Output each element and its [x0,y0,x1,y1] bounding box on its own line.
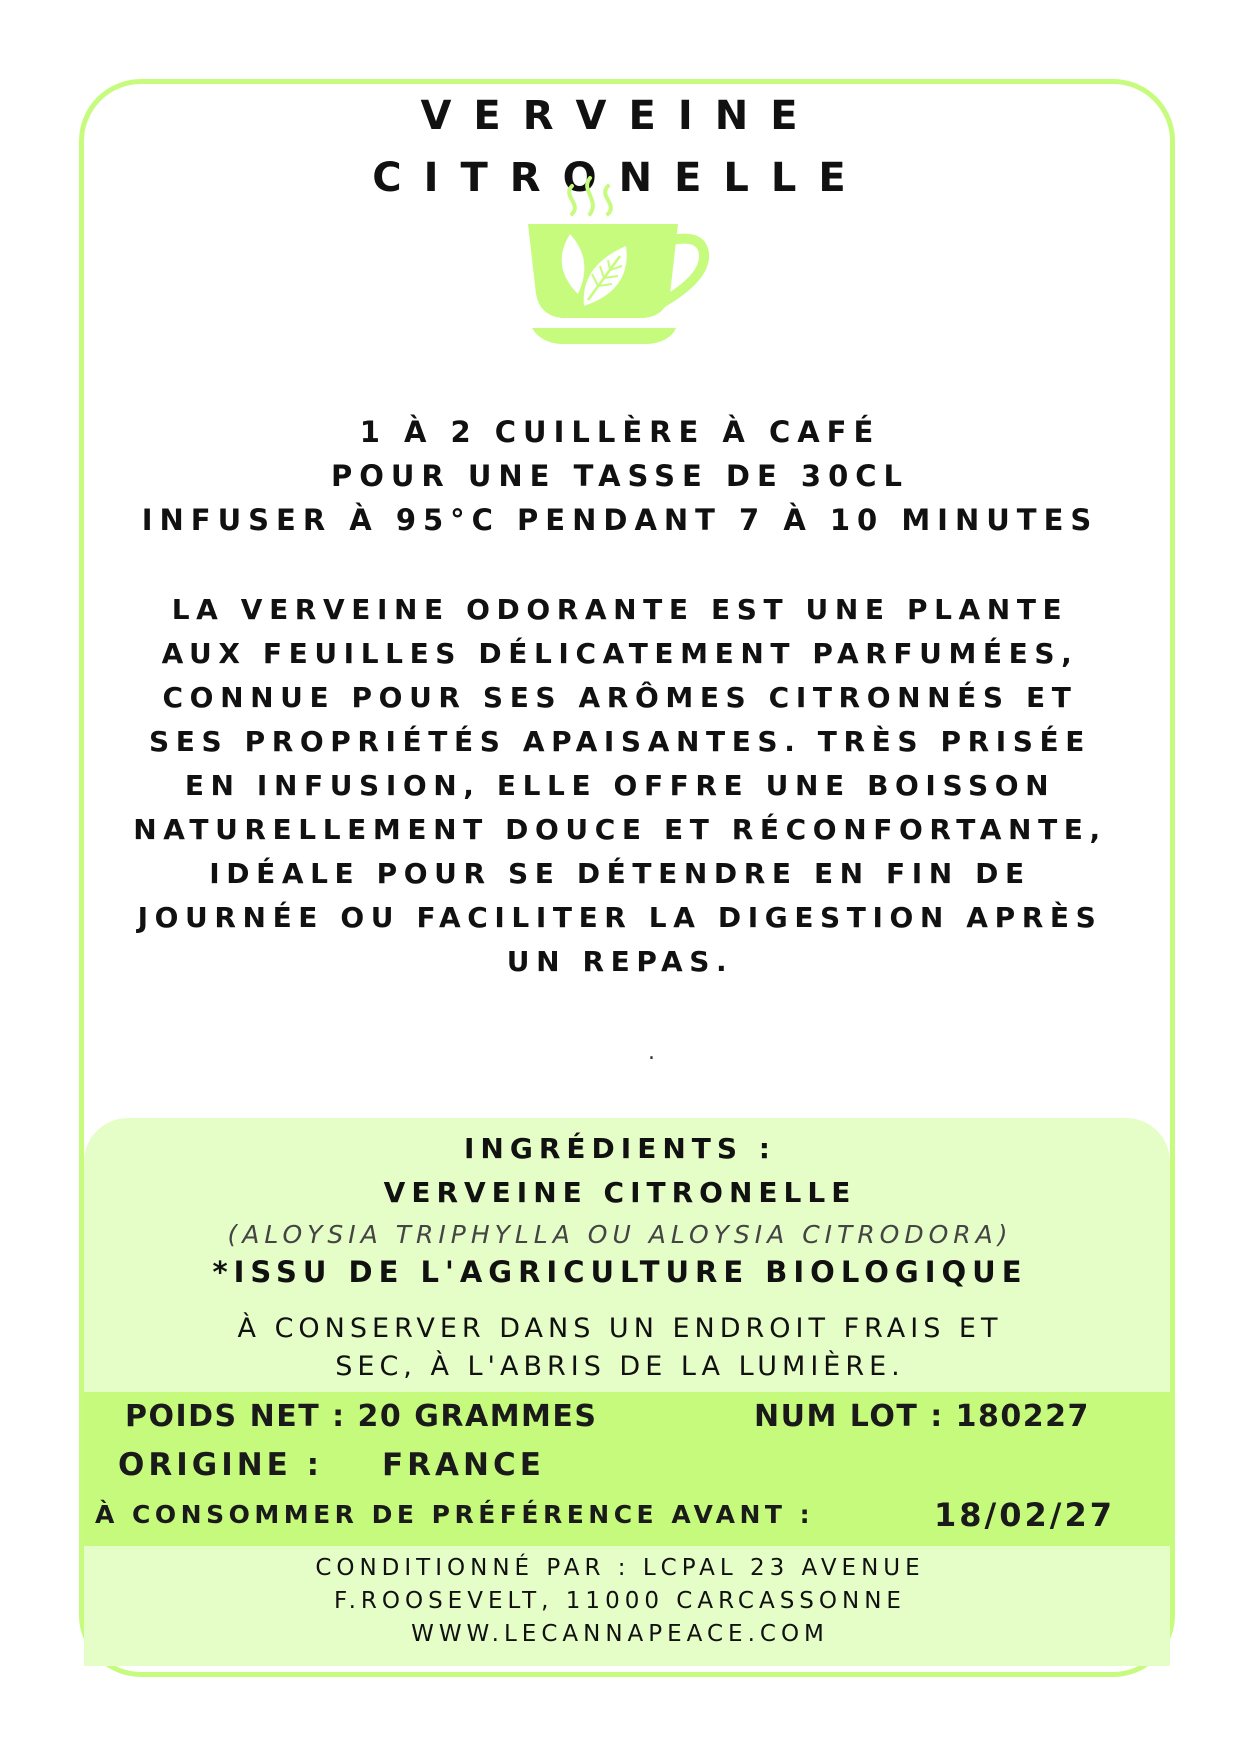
storage-line: À CONSERVER DANS UN ENDROIT FRAIS ET [237,1313,1003,1344]
footer-line: CONDITIONNÉ PAR : LCPAL 23 AVENUE [315,1555,925,1581]
best-before-date: 18/02/27 [934,1496,1115,1534]
ingredients-name: VERVEINE CITRONELLE [383,1176,857,1209]
description-line: CONNUE POUR SES ARÔMES CITRONNÉS ET [162,681,1078,714]
best-before-label: À CONSOMMER DE PRÉFÉRENCE AVANT : [95,1500,815,1529]
instruction-line: INFUSER À 95°C PENDANT 7 À 10 MINUTES [141,503,1099,537]
description-line: SES PROPRIÉTÉS APAISANTES. TRÈS PRISÉE [148,725,1092,758]
footer-line: F.ROOSEVELT, 11000 CARCASSONNE [334,1588,906,1614]
description-line: UN REPAS. [506,945,734,978]
website-link: WWW.LECANNAPEACE.COM [411,1621,829,1647]
description-line: AUX FEUILLES DÉLICATEMENT PARFUMÉES, [161,637,1079,670]
product-description [80,588,1160,984]
ingredients-latin-name: (ALOYSIA TRIPHYLLA OU ALOYSIA CITRODORA) [227,1220,1013,1249]
instruction-line: POUR UNE TASSE DE 30CL [330,459,910,493]
storage-line: SEC, À L'ABRIS DE LA LUMIÈRE. [335,1351,905,1382]
description-line: IDÉALE POUR SE DÉTENDRE EN FIN DE [209,857,1031,890]
storage-instructions [0,1310,1240,1386]
ingredients-title: INGRÉDIENTS : [464,1132,776,1165]
origin-value: FRANCE [382,1447,545,1483]
product-title-line-1: VERVEINE [420,93,820,139]
preparation-instructions [80,410,1160,542]
packager-info [0,1552,1240,1651]
description-line: NATURELLEMENT DOUCE ET RÉCONFORTANTE, [133,813,1107,846]
separator-dot: . [648,1040,655,1065]
organic-note: *ISSU DE L'AGRICULTURE BIOLOGIQUE [212,1255,1028,1289]
product-title-line-2: CITRONELLE [372,155,868,201]
lot-number: NUM LOT : 180227 [754,1399,1090,1434]
description-line: JOURNÉE OU FACILITER LA DIGESTION APRÈS [137,901,1103,934]
description-line: EN INFUSION, ELLE OFFRE UNE BOISSON [184,769,1056,802]
description-line: LA VERVEINE ODORANTE EST UNE PLANTE [171,593,1069,626]
tea-cup-leaf-icon [520,168,720,358]
instruction-line: 1 À 2 CUILLÈRE À CAFÉ [359,415,881,449]
net-weight: POIDS NET : 20 GRAMMES [125,1399,598,1434]
origin-label: ORIGINE : [118,1447,324,1483]
